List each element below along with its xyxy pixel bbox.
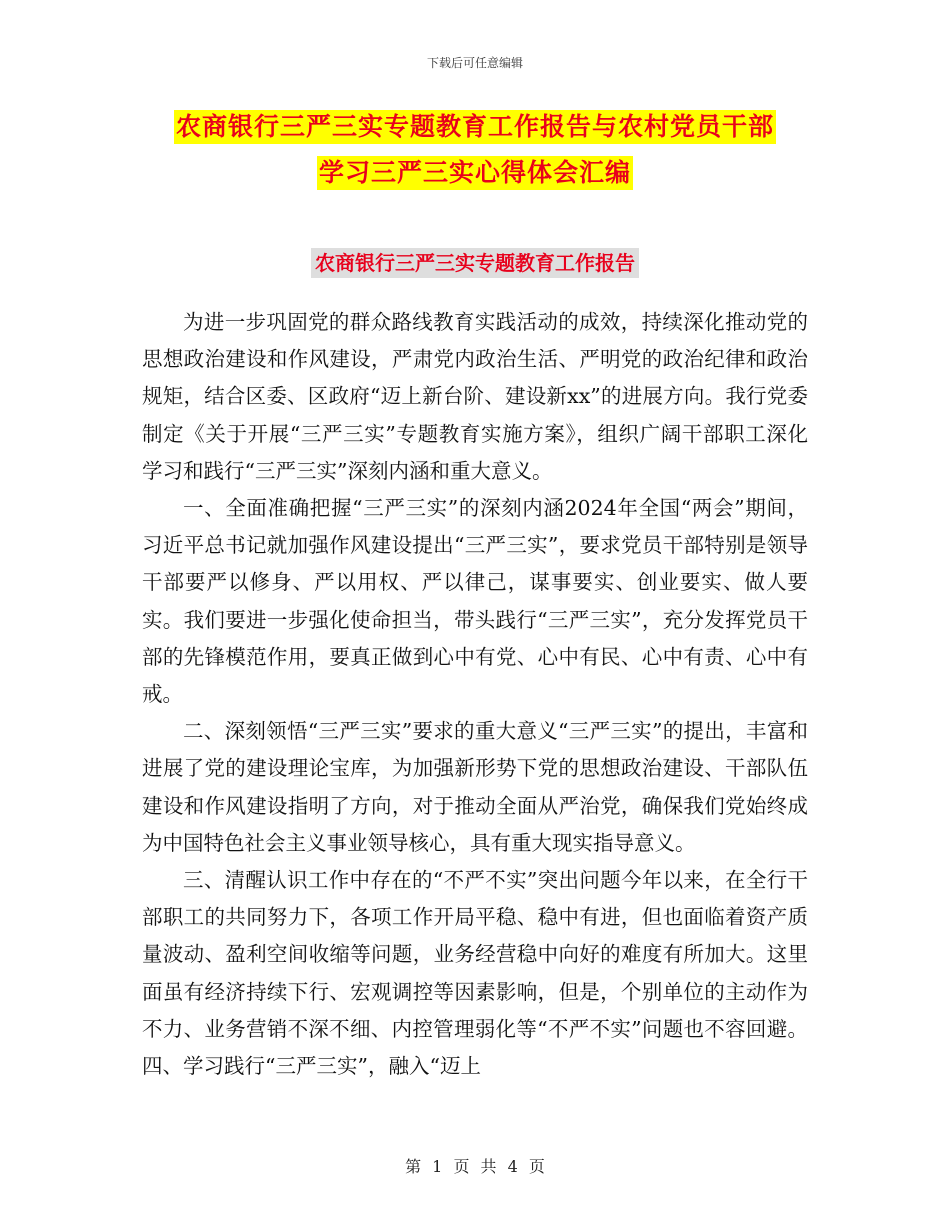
document-title-line-1: 农商银行三严三实专题教育工作报告与农村党员干部 [174, 110, 776, 144]
paragraph: 一、全面准确把握“三严三实”的深刻内涵2024年全国“两会”期间，习近平总书记就加强作风建设提出“三严三实”，要求党员干部特别是领导干部要严以修身、严以用权、严以律己，谋事要实、创业要实、做人要实。我们要进一步强化使命担当，带头践行“三严三实”，充分发挥党员干部的先锋模范作用，要真正做到心中有党、心中有民、心中有责、心中有戒。 [142, 496, 808, 707]
paragraph: 为进一步巩固党的群众路线教育实践活动的成效，持续深化推动党的思想政治建设和作风建设，严肃党内政治生活、严明党的政治纪律和政治规矩，结合区委、区政府“迈上新台阶、建设新xx”的进展方向。我行党委制定《关于开展“三严三实”专题教育实施方案》，组织广阔干部职工深化学习和践行“三严三实”深刻内涵和重大意义。 [142, 310, 808, 483]
page-footer: 第 1 页 共 4 页 [405, 1157, 545, 1176]
paragraph: 三、清醒认识工作中存在的“不严不实”突出问题今年以来，在全行干部职工的共同努力下，各项工作开局平稳、稳中有进，但也面临着资产质量波动、盈利空间收缩等问题，业务经营稳中向好的难度有所加大。这里面虽有经济持续下行、宏观调控等因素影响，但是，个别单位的主动作为不力、业务营销不深不细、内控管理弱化等“不严不实”问题也不容回避。四、学习践行“三严三实”，融入“迈上 [142, 868, 808, 1079]
paragraph: 二、深刻领悟“三严三实”要求的重大意义“三严三实”的提出，丰富和进展了党的建设理论宝库，为加强新形势下党的思想政治建设、干部队伍建设和作风建设指明了方向，对于推动全面从严治党，确保我们党始终成为中国特色社会主义事业领导核心，具有重大现实指导意义。 [142, 719, 808, 855]
section-title: 农商银行三严三实专题教育工作报告 [311, 248, 639, 278]
document-title-line-2: 学习三严三实心得体会汇编 [317, 156, 633, 190]
document-title [130, 110, 820, 202]
body-text [142, 304, 808, 1085]
header-note: 下载后可任意编辑 [426, 56, 523, 70]
